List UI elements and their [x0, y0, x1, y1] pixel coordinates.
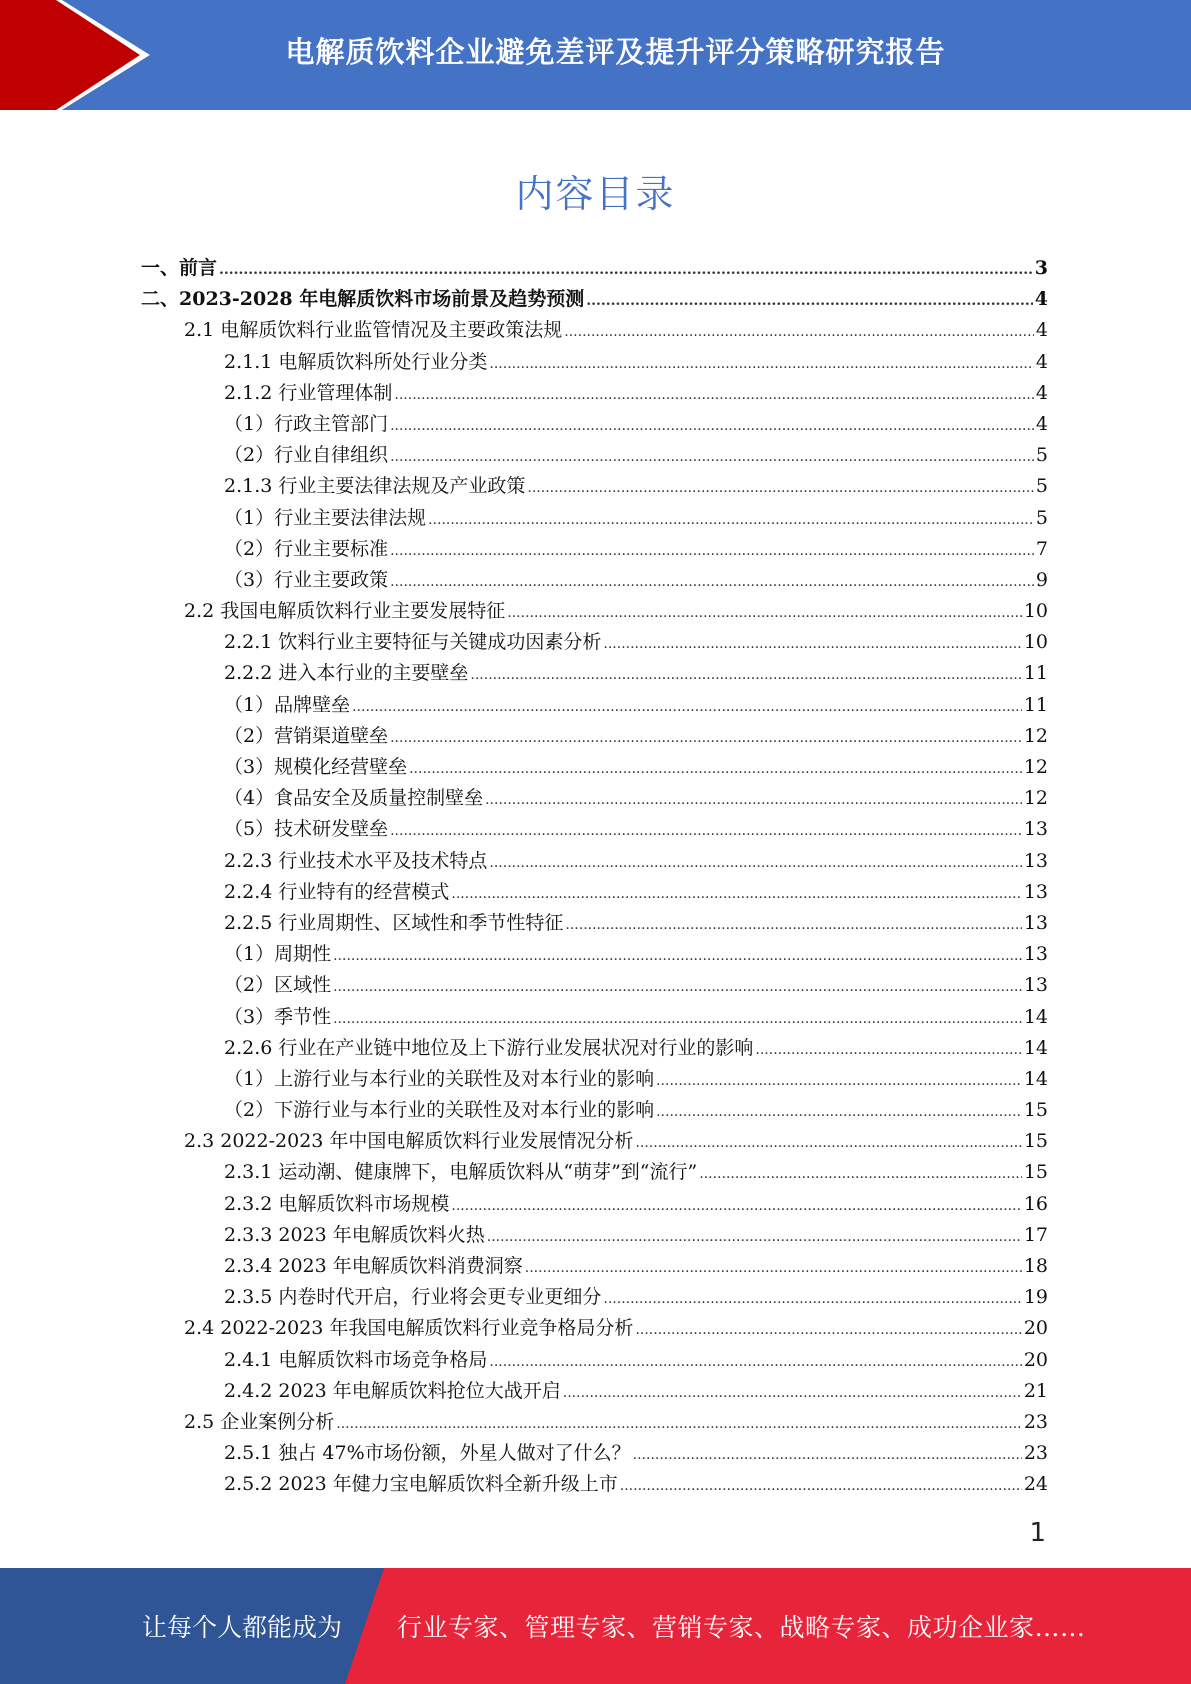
toc-entry-label: （2）区域性	[224, 974, 332, 997]
toc-leader-dots	[603, 1291, 1021, 1307]
toc-entry[interactable]	[141, 1157, 1048, 1188]
toc-entry-label: 2.4.2 2023 年电解质饮料抢位大战开启	[224, 1379, 561, 1402]
toc-entry-label: 2.1 电解质饮料行业监管情况及主要政策法规	[184, 319, 563, 342]
toc-entry-page: 14	[1023, 1005, 1048, 1028]
toc-entry-page: 15	[1023, 1099, 1048, 1122]
toc-entry[interactable]	[141, 1251, 1048, 1282]
toc-entry[interactable]	[141, 534, 1048, 565]
toc-entry-label: 2.4 2022-2023 年我国电解质饮料行业竞争格局分析	[184, 1317, 634, 1340]
toc-entry-page: 21	[1023, 1379, 1048, 1402]
toc-entry-page: 16	[1023, 1192, 1048, 1215]
toc-leader-dots	[699, 1166, 1022, 1182]
toc-entry[interactable]	[141, 565, 1048, 596]
toc-entry-page: 13	[1023, 880, 1048, 903]
toc-entry[interactable]	[141, 783, 1048, 814]
toc-entry[interactable]	[141, 877, 1048, 908]
toc-entry[interactable]	[141, 471, 1048, 502]
toc-entry-page: 13	[1023, 849, 1048, 872]
toc-leader-dots	[485, 792, 1022, 808]
page-number: 1	[1029, 1518, 1046, 1548]
toc-leader-dots	[333, 948, 1022, 964]
toc-entry[interactable]	[141, 752, 1048, 783]
toc-entry-page: 4	[1035, 381, 1048, 404]
toc-entry-page: 20	[1023, 1348, 1048, 1371]
toc-leader-dots	[409, 761, 1022, 777]
toc-leader-dots	[755, 1042, 1021, 1058]
toc-entry-page: 23	[1023, 1410, 1048, 1433]
toc-entry-label: 2.5 企业案例分析	[184, 1410, 335, 1433]
toc-leader-dots	[603, 636, 1021, 652]
toc-leader-dots	[390, 449, 1034, 465]
toc-entry-page: 12	[1023, 756, 1048, 778]
toc-entry[interactable]	[141, 1189, 1048, 1220]
toc-leader-dots	[390, 418, 1034, 434]
toc-leader-dots	[565, 917, 1021, 933]
toc-entry-page: 5	[1035, 506, 1048, 529]
toc-entry[interactable]	[141, 253, 1048, 284]
toc-entry-label: （2）行业自律组织	[224, 444, 389, 467]
toc-entry-label: （1）行政主管部门	[224, 412, 389, 435]
toc-entry-label: 2.2.3 行业技术水平及技术特点	[224, 849, 488, 872]
table-of-contents	[141, 253, 1048, 1501]
toc-entry-label: 2.2.2 进入本行业的主要壁垒	[224, 662, 469, 685]
toc-entry[interactable]	[141, 1313, 1048, 1344]
toc-entry[interactable]	[141, 814, 1048, 845]
toc-entry[interactable]	[141, 658, 1048, 689]
toc-entry-label: 2.3 2022-2023 年中国电解质饮料行业发展情况分析	[184, 1130, 634, 1153]
toc-leader-dots	[352, 699, 1022, 715]
toc-entry[interactable]	[141, 1469, 1048, 1500]
toc-entry-label: 2.2.6 行业在产业链中地位及上下游行业发展状况对行业的影响	[224, 1036, 754, 1059]
toc-entry-page: 20	[1023, 1317, 1048, 1340]
toc-leader-dots	[336, 1416, 1022, 1432]
toc-entry-page: 4	[1035, 412, 1048, 435]
toc-leader-dots	[219, 262, 1033, 278]
toc-entry[interactable]	[141, 409, 1048, 440]
toc-entry[interactable]	[141, 1407, 1048, 1438]
toc-entry[interactable]	[141, 1220, 1048, 1251]
toc-entry[interactable]	[141, 1345, 1048, 1376]
toc-entry[interactable]	[141, 970, 1048, 1001]
toc-entry[interactable]	[141, 440, 1048, 471]
toc-entry[interactable]	[141, 378, 1048, 409]
toc-leader-dots	[428, 512, 1034, 528]
toc-entry[interactable]	[141, 315, 1048, 346]
chevron-arrow-icon	[0, 0, 160, 110]
toc-leader-dots	[390, 543, 1034, 559]
toc-entry[interactable]	[141, 503, 1048, 534]
toc-leader-dots	[635, 1135, 1021, 1151]
toc-entry-page: 13	[1023, 911, 1048, 934]
toc-entry-label: 2.4.1 电解质饮料市场竞争格局	[224, 1348, 488, 1371]
toc-entry[interactable]	[141, 1002, 1048, 1033]
toc-entry[interactable]	[141, 627, 1048, 658]
toc-entry-page: 18	[1023, 1255, 1048, 1277]
toc-entry-page: 9	[1035, 568, 1048, 591]
toc-leader-dots	[333, 1011, 1022, 1027]
toc-entry-label: （1）周期性	[224, 943, 332, 966]
toc-entry-page: 24	[1023, 1473, 1048, 1496]
toc-leader-dots	[620, 1478, 1022, 1494]
toc-entry-page: 12	[1023, 787, 1048, 810]
toc-entry-page: 14	[1023, 1036, 1048, 1059]
toc-entry[interactable]	[141, 1438, 1048, 1469]
toc-leader-dots	[489, 1354, 1021, 1370]
toc-entry-label: 2.1.2 行业管理体制	[224, 381, 393, 404]
toc-entry-label: （3）行业主要政策	[224, 568, 389, 591]
toc-leader-dots	[390, 823, 1022, 839]
toc-entry[interactable]	[141, 1376, 1048, 1407]
toc-entry-page: 5	[1035, 444, 1048, 467]
toc-entry-label: 2.3.3 2023 年电解质饮料火热	[224, 1223, 485, 1246]
toc-entry[interactable]	[141, 1095, 1048, 1126]
toc-entry-page: 13	[1023, 943, 1048, 966]
toc-entry-page: 15	[1023, 1130, 1048, 1153]
toc-entry[interactable]	[141, 284, 1048, 315]
toc-entry[interactable]	[141, 1064, 1048, 1095]
toc-entry[interactable]	[141, 846, 1048, 877]
toc-leader-dots	[333, 979, 1022, 995]
footer-slogan-right: 行业专家、管理专家、营销专家、战略专家、成功企业家……	[397, 1613, 1086, 1642]
toc-entry-page: 4	[1035, 350, 1048, 373]
toc-entry-page: 3	[1034, 257, 1048, 279]
toc-leader-dots	[489, 356, 1034, 372]
toc-leader-dots	[451, 1198, 1021, 1214]
toc-entry-label: 2.3.2 电解质饮料市场规模	[224, 1192, 450, 1215]
toc-leader-dots	[394, 387, 1034, 403]
toc-leader-dots	[563, 1385, 1022, 1401]
toc-leader-dots	[586, 293, 1033, 309]
toc-entry-label: （1）品牌壁垒	[224, 693, 351, 716]
toc-entry[interactable]	[141, 1126, 1048, 1157]
toc-entry-page: 4	[1035, 319, 1048, 342]
toc-entry[interactable]	[141, 347, 1048, 378]
toc-leader-dots	[390, 730, 1022, 746]
toc-entry-page: 15	[1023, 1161, 1048, 1184]
toc-entry-label: 2.5.2 2023 年健力宝电解质饮料全新升级上市	[224, 1473, 618, 1496]
toc-entry[interactable]	[141, 690, 1048, 721]
toc-entry-label: 一、前言	[141, 257, 218, 279]
toc-entry-label: （2）下游行业与本行业的关联性及对本行业的影响	[224, 1099, 655, 1122]
toc-entry-label: 2.1.3 行业主要法律法规及产业政策	[224, 475, 526, 498]
toc-leader-dots	[507, 605, 1022, 621]
toc-entry-page: 10	[1023, 600, 1048, 623]
page-footer	[0, 1568, 1191, 1684]
toc-entry-page: 19	[1023, 1286, 1048, 1309]
toc-entry-page: 23	[1023, 1442, 1048, 1465]
toc-leader-dots	[656, 1104, 1022, 1120]
toc-entry[interactable]	[141, 1033, 1048, 1064]
toc-entry-page: 11	[1023, 662, 1048, 685]
toc-entry-label: 二、2023-2028 年电解质饮料市场前景及趋势预测	[141, 288, 585, 311]
toc-entry-label: 2.2.1 饮料行业主要特征与关键成功因素分析	[224, 631, 602, 654]
footer-slogan-left: 让每个人都能成为	[142, 1613, 343, 1642]
toc-entry-label: 2.3.4 2023 年电解质饮料消费洞察	[224, 1255, 523, 1277]
toc-entry-page: 13	[1023, 818, 1048, 841]
toc-entry-label: 2.2 我国电解质饮料行业主要发展特征	[184, 600, 506, 623]
toc-entry-page: 13	[1023, 974, 1048, 997]
toc-entry-label: （2）行业主要标准	[224, 537, 389, 560]
toc-entry-label: 2.1.1 电解质饮料所处行业分类	[224, 350, 488, 373]
toc-leader-dots	[564, 324, 1034, 340]
toc-entry-page: 7	[1035, 537, 1048, 560]
toc-entry-label: （1）行业主要法律法规	[224, 506, 427, 529]
toc-entry[interactable]	[141, 908, 1048, 939]
toc-entry-label: 2.2.5 行业周期性、区域性和季节性特征	[224, 911, 564, 934]
toc-leader-dots	[487, 1229, 1022, 1245]
toc-leader-dots	[635, 1322, 1021, 1338]
toc-entry-page: 12	[1023, 724, 1048, 747]
toc-leader-dots	[525, 1260, 1022, 1276]
toc-entry-page: 17	[1023, 1223, 1048, 1246]
toc-entry-label: 2.2.4 行业特有的经营模式	[224, 880, 450, 903]
toc-entry-label: 2.3.1 运动潮、健康牌下，电解质饮料从“萌芽”到“流行”	[224, 1161, 698, 1184]
report-title: 电解质饮料企业避免差评及提升评分策略研究报告	[285, 34, 946, 69]
toc-entry-page: 14	[1023, 1067, 1048, 1090]
toc-entry-label: （4）食品安全及质量控制壁垒	[224, 787, 484, 810]
toc-entry-page: 11	[1023, 693, 1048, 716]
toc-entry-label: （5）技术研发壁垒	[224, 818, 389, 841]
toc-leader-dots	[451, 886, 1021, 902]
toc-entry[interactable]	[141, 939, 1048, 970]
toc-leader-dots	[470, 667, 1021, 683]
toc-entry-label: （3）规模化经营壁垒	[224, 756, 408, 778]
toc-leader-dots	[633, 1447, 1022, 1463]
toc-entry-label: （1）上游行业与本行业的关联性及对本行业的影响	[224, 1067, 655, 1090]
toc-leader-dots	[489, 855, 1021, 871]
toc-leader-dots	[656, 1073, 1022, 1089]
toc-entry[interactable]	[141, 1282, 1048, 1313]
toc-entry-page: 10	[1023, 631, 1048, 654]
toc-leader-dots	[390, 574, 1034, 590]
toc-entry-page: 5	[1035, 475, 1048, 498]
toc-entry-label: （2）营销渠道壁垒	[224, 724, 389, 747]
toc-entry-label: 2.3.5 内卷时代开启，行业将会更专业更细分	[224, 1286, 602, 1309]
toc-entry[interactable]	[141, 596, 1048, 627]
page-header	[0, 0, 1191, 110]
toc-entry-page: 4	[1034, 288, 1048, 311]
toc-entry-label: （3）季节性	[224, 1005, 332, 1028]
toc-leader-dots	[527, 480, 1034, 496]
toc-entry-label: 2.5.1 独占 47%市场份额，外星人做对了什么？	[224, 1442, 631, 1465]
toc-entry[interactable]	[141, 721, 1048, 752]
toc-heading: 内容目录	[515, 172, 676, 216]
